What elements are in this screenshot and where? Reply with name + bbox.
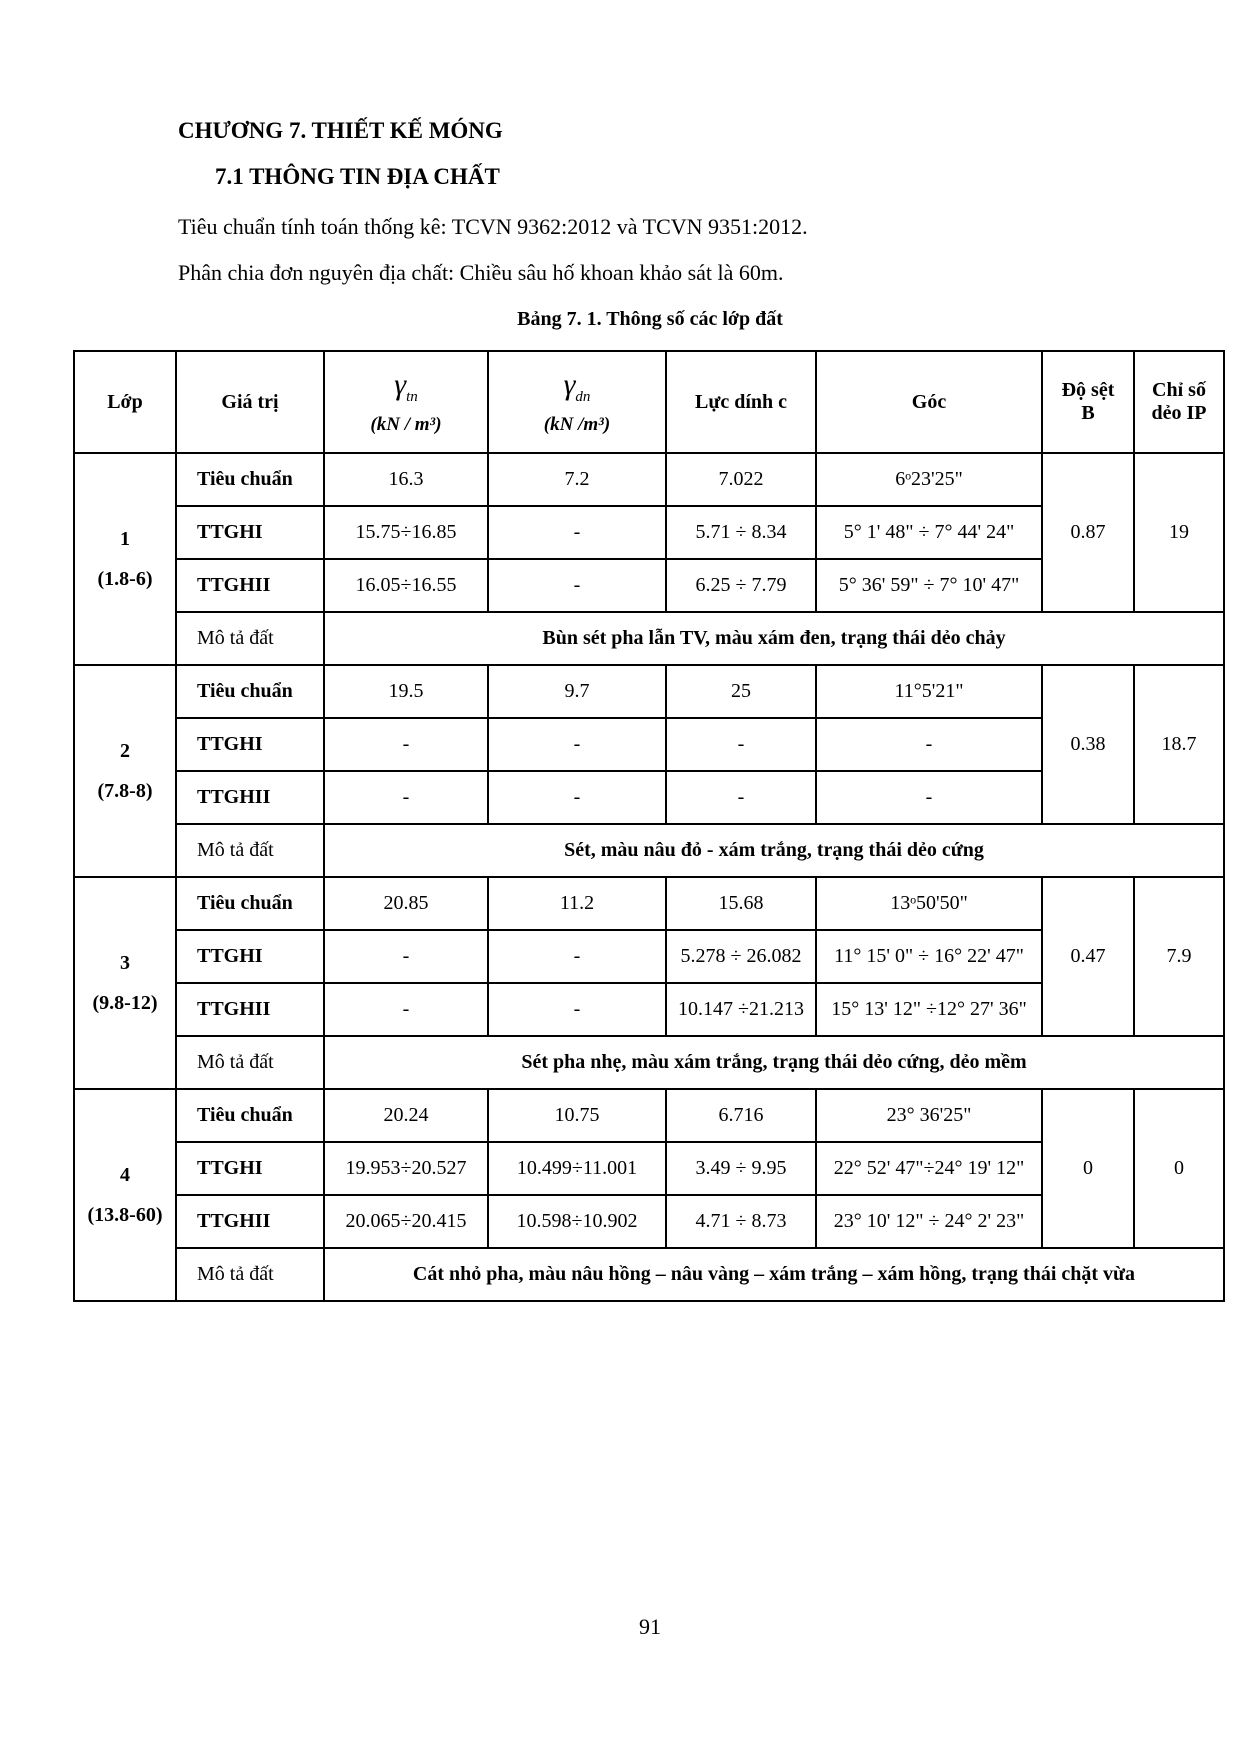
layer-id-cell (74, 1089, 176, 1301)
gamma-dn-value: 10.499÷11.001 (488, 1142, 666, 1195)
standards-paragraph: Tiêu chuẩn tính toán thống kê: TCVN 9362:2012 và TCVN 9351:2012. (178, 214, 808, 239)
cohesion-value: 5.278 ÷ 26.082 (666, 930, 816, 983)
cohesion-value: - (666, 718, 816, 771)
gamma-tn-value: 16.3 (324, 453, 488, 506)
cohesion-value: 15.68 (666, 877, 816, 930)
gamma-dn-value: 11.2 (488, 877, 666, 930)
gamma-dn-value: - (488, 506, 666, 559)
liquidity-value: 0.87 (1042, 453, 1134, 612)
table-row (74, 665, 1224, 718)
soil-description: Sét, màu nâu đỏ - xám trắng, trạng thái dẻo cứng (324, 824, 1224, 877)
page-number: 91 (639, 1614, 661, 1639)
layer-number: 4 (120, 1164, 130, 1186)
table-row (74, 824, 1224, 877)
row-label: Tiêu chuẩn (176, 1089, 324, 1142)
plasticity-value: 7.9 (1134, 877, 1224, 1036)
gamma-dn-value: 10.598÷10.902 (488, 1195, 666, 1248)
header-cohesion: Lực dính c (666, 351, 816, 453)
layer-number: 1 (120, 528, 130, 550)
header-plasticity-index (1134, 351, 1224, 453)
cohesion-value: 6.25 ÷ 7.79 (666, 559, 816, 612)
table-row (74, 877, 1224, 930)
layer-id-cell (74, 665, 176, 877)
table-row (74, 1089, 1224, 1142)
row-label: TTGHI (176, 1142, 324, 1195)
cohesion-value: - (666, 771, 816, 824)
table-row (74, 453, 1224, 506)
plasticity-value: 18.7 (1134, 665, 1224, 824)
layer-depth: (1.8-6) (97, 568, 153, 590)
soil-description: Sét pha nhẹ, màu xám trắng, trạng thái dẻo cứng, dẻo mềm (324, 1036, 1224, 1089)
description-label: Mô tả đất (176, 824, 324, 877)
gamma-dn-symbol: γ (563, 368, 576, 401)
gamma-dn-value: - (488, 718, 666, 771)
gamma-tn-value: - (324, 983, 488, 1036)
soil-layers-table (73, 350, 1225, 1302)
row-label: TTGHII (176, 983, 324, 1036)
gamma-tn-unit: (kN / m³) (370, 414, 442, 435)
soil-description: Bùn sét pha lẫn TV, màu xám đen, trạng thái dẻo chảy (324, 612, 1224, 665)
gamma-tn-value: 20.24 (324, 1089, 488, 1142)
gamma-tn-value: 19.5 (324, 665, 488, 718)
liquidity-value: 0.47 (1042, 877, 1134, 1036)
angle-value: 15° 13' 12" ÷12° 27' 36" (816, 983, 1042, 1036)
gamma-dn-subscript: dn (575, 389, 591, 405)
gamma-tn-value: 20.065÷20.415 (324, 1195, 488, 1248)
angle-value: 22° 52' 47"÷24° 19' 12" (816, 1142, 1042, 1195)
gamma-dn-value: 7.2 (488, 453, 666, 506)
gamma-tn-value: 15.75÷16.85 (324, 506, 488, 559)
layer-depth: (9.8-12) (92, 992, 158, 1014)
table-caption: Bảng 7. 1. Thông số các lớp đất (517, 308, 783, 330)
header-angle: Góc (816, 351, 1042, 453)
description-label: Mô tả đất (176, 1036, 324, 1089)
liquidity-value: 0 (1042, 1089, 1134, 1248)
layer-id-cell (74, 453, 176, 665)
gamma-tn-value: - (324, 718, 488, 771)
description-label: Mô tả đất (176, 1248, 324, 1301)
gamma-tn-value: 20.85 (324, 877, 488, 930)
header-gamma-tn (324, 351, 488, 453)
cohesion-value: 6.716 (666, 1089, 816, 1142)
description-label: Mô tả đất (176, 612, 324, 665)
gamma-dn-value: 9.7 (488, 665, 666, 718)
soil-description: Cát nhỏ pha, màu nâu hồng – nâu vàng – xám trắng – xám hồng, trạng thái chặt vừa (324, 1248, 1224, 1301)
gamma-dn-value: - (488, 983, 666, 1036)
gamma-dn-value: - (488, 930, 666, 983)
gamma-dn-value: - (488, 559, 666, 612)
gamma-tn-value: 19.953÷20.527 (324, 1142, 488, 1195)
cohesion-value: 4.71 ÷ 8.73 (666, 1195, 816, 1248)
header-layer: Lớp (74, 351, 176, 453)
plasticity-value: 0 (1134, 1089, 1224, 1248)
angle-value: 13ᵒ50'50" (816, 877, 1042, 930)
gamma-tn-subscript: tn (406, 389, 418, 405)
cohesion-value: 10.147 ÷21.213 (666, 983, 816, 1036)
angle-value: 5° 1' 48" ÷ 7° 44' 24" (816, 506, 1042, 559)
row-label: Tiêu chuẩn (176, 877, 324, 930)
liquidity-line2: B (1081, 402, 1095, 424)
row-label: TTGHI (176, 506, 324, 559)
angle-value: 11° 15' 0" ÷ 16° 22' 47" (816, 930, 1042, 983)
header-liquidity-index (1042, 351, 1134, 453)
angle-value: - (816, 718, 1042, 771)
layer-depth: (13.8-60) (87, 1204, 163, 1226)
row-label: Tiêu chuẩn (176, 665, 324, 718)
angle-value: 5° 36' 59" ÷ 7° 10' 47" (816, 559, 1042, 612)
gamma-tn-value: - (324, 771, 488, 824)
layer-number: 3 (120, 952, 130, 974)
row-label: TTGHII (176, 771, 324, 824)
gamma-dn-value: - (488, 771, 666, 824)
liquidity-value: 0.38 (1042, 665, 1134, 824)
layer-id-cell (74, 877, 176, 1089)
table-header-row (74, 351, 1224, 453)
liquidity-line1: Độ sệt (1061, 379, 1115, 401)
gamma-tn-value: 16.05÷16.55 (324, 559, 488, 612)
angle-value: - (816, 771, 1042, 824)
table-row (74, 1248, 1224, 1301)
plasticity-value: 19 (1134, 453, 1224, 612)
row-label: TTGHII (176, 559, 324, 612)
plasticity-line1: Chỉ số (1152, 379, 1206, 401)
cohesion-value: 5.71 ÷ 8.34 (666, 506, 816, 559)
table-row (74, 612, 1224, 665)
row-label: TTGHI (176, 930, 324, 983)
row-label: TTGHII (176, 1195, 324, 1248)
gamma-tn-symbol: γ (394, 368, 407, 401)
gamma-dn-unit: (kN /m³) (543, 414, 611, 435)
row-label: Tiêu chuẩn (176, 453, 324, 506)
angle-value: 11°5'21" (816, 665, 1042, 718)
angle-value: 23° 36'25" (816, 1089, 1042, 1142)
angle-value: 23° 10' 12" ÷ 24° 2' 23" (816, 1195, 1042, 1248)
gamma-tn-value: - (324, 930, 488, 983)
table-row (74, 1036, 1224, 1089)
cohesion-value: 3.49 ÷ 9.95 (666, 1142, 816, 1195)
header-value: Giá trị (176, 351, 324, 453)
angle-value: 6ᵒ23'25" (816, 453, 1042, 506)
header-gamma-dn (488, 351, 666, 453)
cohesion-value: 25 (666, 665, 816, 718)
gamma-dn-value: 10.75 (488, 1089, 666, 1142)
row-label: TTGHI (176, 718, 324, 771)
cohesion-value: 7.022 (666, 453, 816, 506)
layer-depth: (7.8-8) (97, 780, 153, 802)
borehole-paragraph: Phân chia đơn nguyên địa chất: Chiều sâu hố khoan khảo sát là 60m. (178, 260, 784, 285)
layer-number: 2 (120, 740, 130, 762)
chapter-title: CHƯƠNG 7. THIẾT KẾ MÓNG (178, 118, 503, 143)
plasticity-line2: dẻo IP (1151, 402, 1207, 424)
section-title: 7.1 THÔNG TIN ĐỊA CHẤT (215, 164, 500, 189)
